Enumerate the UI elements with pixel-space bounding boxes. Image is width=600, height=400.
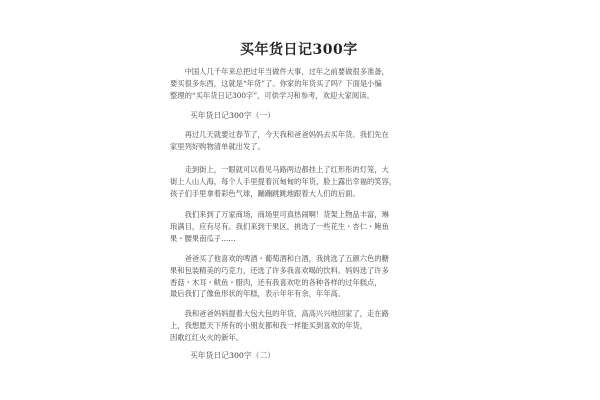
paragraph-line: 走到街上，一眼就可以看见马路两边都挂上了红形彤的灯笼，大: [170, 165, 389, 174]
paragraph-line: 果和包装精美的巧克力，还选了许多我喜欢喝的饮料。妈妈选了许多: [170, 265, 389, 275]
paragraph-line: 因歌红红火火的新年。: [170, 332, 243, 342]
paragraph-line: 琅满目，应有尽有。我们来到干果区，挑选了一些花生・杏仁・鲍鱼: [170, 221, 389, 231]
paragraph-line: 我和爸爸妈妈提着大包大包的年货，高高兴兴地回家了，走在路: [170, 309, 389, 318]
paragraph-line: 上，我想愿天下所有的小朋友都和我一样能买到喜欢的年货，: [170, 320, 368, 330]
paragraph-line: 香菇・木耳・鱿鱼・腊肉，还有我喜欢吃的各种各样的过年糕点，: [170, 277, 382, 287]
body-paragraph: [170, 164, 440, 199]
paragraph-line: 再过几天就要过春节了，今天我和爸爸妈妈去买年货。我们先在: [170, 130, 389, 139]
paragraph-line: 我们来到了万家商场，商场里可真热闹啊！货架上物品丰富，琳: [170, 210, 389, 219]
body-paragraph: [170, 209, 440, 244]
paragraph-line: 家里列好购物清单就出发了。: [170, 141, 265, 151]
intro-paragraph: [170, 66, 440, 101]
intro-line: 整理的“买年货日记300字”，可供学习和参考，欢迎大家阅读。: [170, 90, 374, 100]
section-heading-2: 买年货日记300字（二）: [190, 351, 276, 360]
intro-line: 要买很多东西，这就是“年货”了。你家的年货买了吗？下面是小编: [170, 78, 382, 88]
body-paragraph: [170, 253, 440, 300]
intro-line: 中国人几千年来总把过年当做件大事，过年之前要做很多准备，: [170, 67, 389, 76]
document-page: [170, 0, 440, 400]
paragraph-line: 孩子们手里拿着彩色气球，蹦蹦跳跳地跟着大人们的后面。: [170, 188, 360, 198]
body-paragraph: [170, 308, 440, 343]
paragraph-line: 最后我们了像鱼形状的年糕，表示年年有余，年年高。: [170, 289, 346, 299]
section-heading-1: 买年货日记300字（一）: [190, 111, 276, 120]
paragraph-line: 爸爸买了他喜欢的啤酒・葡萄酒和白酒，我挑选了五颜六色的糖: [170, 254, 389, 263]
paragraph-line: 街上人山人海，每个人手里提着沉甸甸的年货，脸上露出幸福的笑容，: [170, 176, 397, 186]
document-title: 买年货日记300字: [240, 42, 358, 58]
body-paragraph: [170, 129, 440, 153]
paragraph-line: 果・腰果南瓜子……: [170, 233, 236, 243]
